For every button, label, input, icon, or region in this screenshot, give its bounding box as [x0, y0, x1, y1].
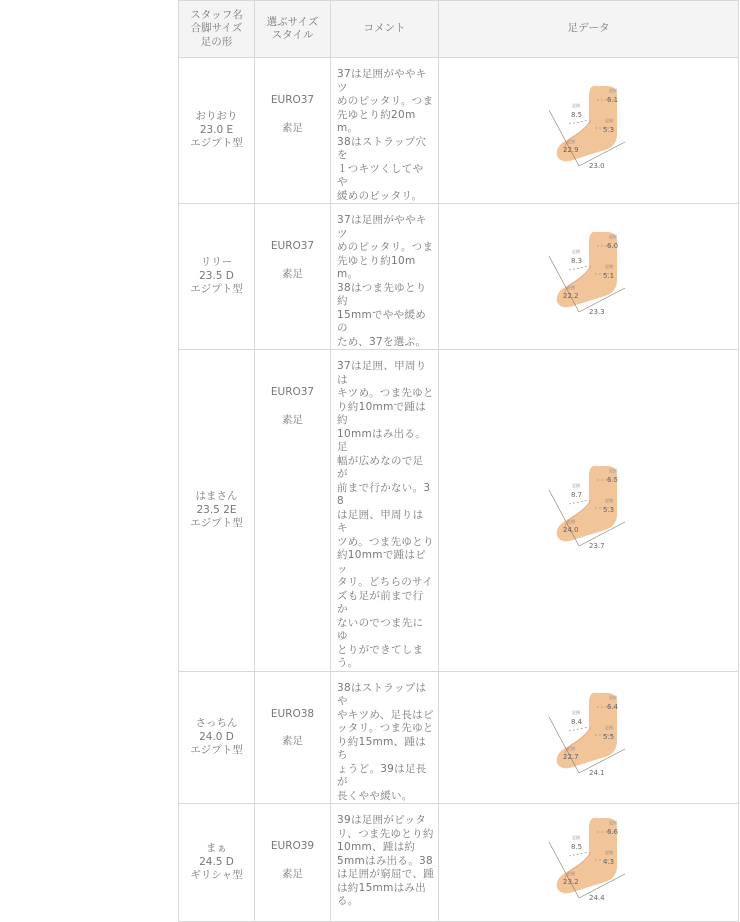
foot-girth-label: 足囲 — [608, 695, 617, 700]
comment-line: ズも足が前まで行か — [337, 589, 424, 615]
comment-line: ッタリ。つま先ゆと — [337, 722, 434, 734]
header-size — [255, 1, 331, 58]
staff-line: エジプト型 — [190, 283, 243, 296]
comment-line: 39は足囲がピッタ — [337, 814, 427, 826]
foot-value-c: 5.3 — [602, 506, 614, 514]
foot-girth-label: 足囲 — [571, 249, 580, 255]
staff-line: リリー — [200, 256, 233, 269]
table-row — [179, 204, 739, 350]
comment-line: 38はつま先ゆとり約 — [337, 281, 427, 307]
comment-line: 長くやや緩い。 — [337, 789, 413, 802]
comment-line: ないのでつま先にゆ — [337, 616, 424, 642]
staff-line: 23.5 D — [199, 269, 234, 282]
comment-line: は足囲が窮屈で、踵 — [337, 868, 434, 880]
foot-value-len: 24.0 — [562, 526, 579, 534]
staff-cell — [179, 804, 255, 922]
foot-value-total: 23.3 — [588, 308, 605, 317]
comment-cell — [331, 58, 439, 204]
table-row — [179, 804, 739, 922]
comment-line: は足囲、甲周りはキ — [337, 508, 424, 534]
style-value: 素足 — [282, 867, 303, 880]
staff-line: エジプト型 — [190, 517, 243, 529]
comment-cell — [331, 804, 439, 922]
foot-value-total: 23.7 — [588, 542, 605, 550]
foot-girth-label: 足囲 — [566, 746, 575, 751]
foot-value-c: 4.3 — [602, 858, 614, 867]
table-row — [179, 671, 739, 804]
staff-line: エジプト型 — [190, 744, 243, 756]
foot-value-c: 5.3 — [602, 126, 614, 135]
comment-line: 37は足囲がややキツ — [337, 214, 427, 240]
comment-line: 37は足囲がややキツ — [337, 68, 427, 94]
style-value: 素足 — [282, 413, 303, 426]
foot-girth-label: 足囲 — [604, 498, 613, 503]
comment-line: ツめ。つま先ゆとり — [337, 535, 434, 548]
header-staff-line: 合脚サイズ — [190, 22, 243, 35]
foot-diagram — [545, 80, 633, 176]
size-cell — [255, 350, 331, 672]
size-comparison-table — [178, 0, 739, 922]
foot-girth-label: 足囲 — [571, 710, 580, 715]
comment-cell — [331, 204, 439, 350]
staff-cell — [179, 58, 255, 204]
foot-value-a: 8.7 — [570, 491, 582, 499]
comment-line: り約10mmで踵は約 — [337, 400, 427, 426]
foot-cell — [439, 804, 739, 922]
comment-line: キツめ。つま先ゆと — [337, 387, 434, 399]
header-foot: 足データ — [439, 1, 739, 58]
foot-diagram — [545, 460, 633, 556]
foot-diagram — [545, 226, 633, 322]
foot-cell — [439, 350, 739, 672]
staff-line: 24.5 D — [199, 855, 234, 868]
comment-line: やキツめ、足長はピ — [337, 708, 434, 721]
foot-value-b: 6.5 — [606, 476, 618, 484]
comment-line: めのピッタリ。つま — [337, 95, 434, 107]
foot-diagram — [545, 812, 633, 908]
comment-line: 15mmでやや緩めの — [337, 308, 427, 334]
table-row — [179, 58, 739, 204]
comment-line: り約15mm、踵はち — [337, 735, 427, 761]
foot-value-len: 22.2 — [562, 292, 579, 301]
comment-line: 10mmはみ出る。足 — [337, 427, 427, 453]
staff-cell — [179, 350, 255, 672]
foot-value-b: 6.0 — [606, 242, 618, 251]
header-staff-line: スタッフ名 — [190, 8, 243, 21]
style-value: 素足 — [282, 267, 303, 280]
size-value: EURO37 — [270, 94, 315, 106]
foot-girth-label: 足囲 — [608, 820, 617, 826]
staff-line: 23.0 E — [199, 123, 234, 136]
foot-girth-label: 足囲 — [566, 139, 575, 145]
foot-girth-label: 足囲 — [604, 725, 613, 730]
comment-line: は約15mmはみ出る。 — [337, 881, 427, 907]
comment-line: めのピッタリ。つま — [337, 241, 434, 253]
foot-cell — [439, 204, 739, 350]
header-staff-line: 足の形 — [200, 35, 233, 48]
foot-value-a: 8.5 — [570, 111, 582, 120]
comment-line: 5mmはみ出る。38 — [337, 854, 433, 867]
foot-value-len: 22.9 — [562, 146, 579, 155]
foot-value-c: 5.1 — [602, 272, 614, 281]
comment-line: 約10mmで踵はピッ — [337, 549, 427, 575]
staff-line: エジプト型 — [190, 137, 243, 150]
staff-line: おりおり — [195, 110, 238, 123]
size-value: EURO37 — [270, 240, 315, 252]
measure-line — [569, 852, 589, 856]
foot-girth-label: 足囲 — [571, 103, 580, 109]
header-row — [179, 1, 739, 58]
comment-line: 10mm、踵は約 — [337, 841, 416, 853]
foot-girth-label: 足囲 — [566, 285, 575, 291]
staff-line: さっちん — [195, 717, 238, 729]
foot-cell — [439, 671, 739, 804]
foot-girth-label: 足囲 — [566, 519, 575, 524]
measure-line — [569, 727, 589, 731]
foot-girth-label: 足囲 — [608, 234, 617, 240]
measure-line — [569, 120, 589, 124]
comment-line: 幅が広めなので足が — [337, 454, 424, 480]
foot-value-b: 6.1 — [606, 96, 618, 105]
comment-cell — [331, 350, 439, 672]
size-cell — [255, 804, 331, 922]
table-row — [179, 350, 739, 672]
comment-line: とりができてしまう。 — [337, 643, 424, 669]
foot-girth-label: 足囲 — [571, 835, 580, 841]
size-value: EURO39 — [270, 840, 315, 852]
foot-girth-label: 足囲 — [604, 118, 613, 124]
foot-value-b: 6.6 — [606, 828, 618, 837]
comment-line: 37は足囲、甲周りは — [337, 360, 427, 386]
comment-cell — [331, 671, 439, 804]
staff-cell — [179, 671, 255, 804]
size-cell — [255, 671, 331, 804]
comment-line: 38はストラップ穴を — [337, 135, 427, 161]
foot-girth-label: 足囲 — [566, 871, 575, 877]
foot-value-c: 5.5 — [602, 733, 614, 741]
foot-value-total: 24.4 — [588, 894, 605, 903]
comment-line: １つキツくしてやや — [337, 162, 424, 188]
foot-value-a: 8.5 — [570, 843, 582, 852]
size-value: EURO37 — [270, 386, 315, 398]
foot-girth-label: 足囲 — [608, 88, 617, 94]
foot-girth-label: 足囲 — [571, 483, 580, 488]
comment-line: 緩めのピッタリ。 — [337, 189, 423, 202]
foot-girth-label: 足囲 — [608, 468, 617, 473]
comment-line: 前まで行かない。38 — [337, 481, 431, 507]
comment-line: 先ゆとり約10mm。 — [337, 254, 416, 280]
staff-line: 24.0 D — [199, 730, 234, 743]
header-size-line: 選ぶサイズ — [266, 15, 319, 28]
measure-line — [569, 266, 589, 270]
header-staff — [179, 1, 255, 58]
foot-value-b: 6.4 — [606, 703, 618, 711]
comment-line: 38はストラップはや — [337, 681, 427, 707]
staff-line: ギリシャ型 — [190, 869, 243, 882]
style-value: 素足 — [282, 735, 303, 747]
comment-line: タリ。どちらのサイ — [337, 576, 433, 588]
foot-value-len: 23.2 — [562, 878, 579, 887]
measure-line — [569, 500, 589, 504]
staff-line: まぁ — [206, 842, 227, 855]
comment-line: ょうど。39は足長が — [337, 762, 427, 788]
header-size-line: スタイル — [271, 29, 314, 41]
size-value: EURO38 — [270, 707, 315, 720]
foot-girth-label: 足囲 — [604, 850, 613, 856]
comment-line: ため、37を選ぶ。 — [337, 335, 427, 348]
foot-value-len: 22.7 — [562, 753, 579, 761]
header-comment: コメント — [331, 1, 439, 58]
staff-line: はまさん — [195, 490, 238, 502]
foot-cell — [439, 58, 739, 204]
size-cell — [255, 58, 331, 204]
foot-value-total: 23.0 — [588, 162, 605, 171]
comment-line: リ、つま先ゆとり約 — [337, 827, 434, 840]
foot-diagram — [545, 687, 633, 783]
foot-value-total: 24.1 — [588, 769, 605, 777]
comment-line: 先ゆとり約20mm。 — [337, 108, 416, 134]
foot-value-a: 8.4 — [570, 718, 582, 726]
size-cell — [255, 204, 331, 350]
staff-line: 23.5 2E — [196, 503, 237, 516]
foot-value-a: 8.3 — [570, 257, 582, 266]
staff-cell — [179, 204, 255, 350]
style-value: 素足 — [282, 121, 303, 134]
foot-girth-label: 足囲 — [604, 264, 613, 270]
